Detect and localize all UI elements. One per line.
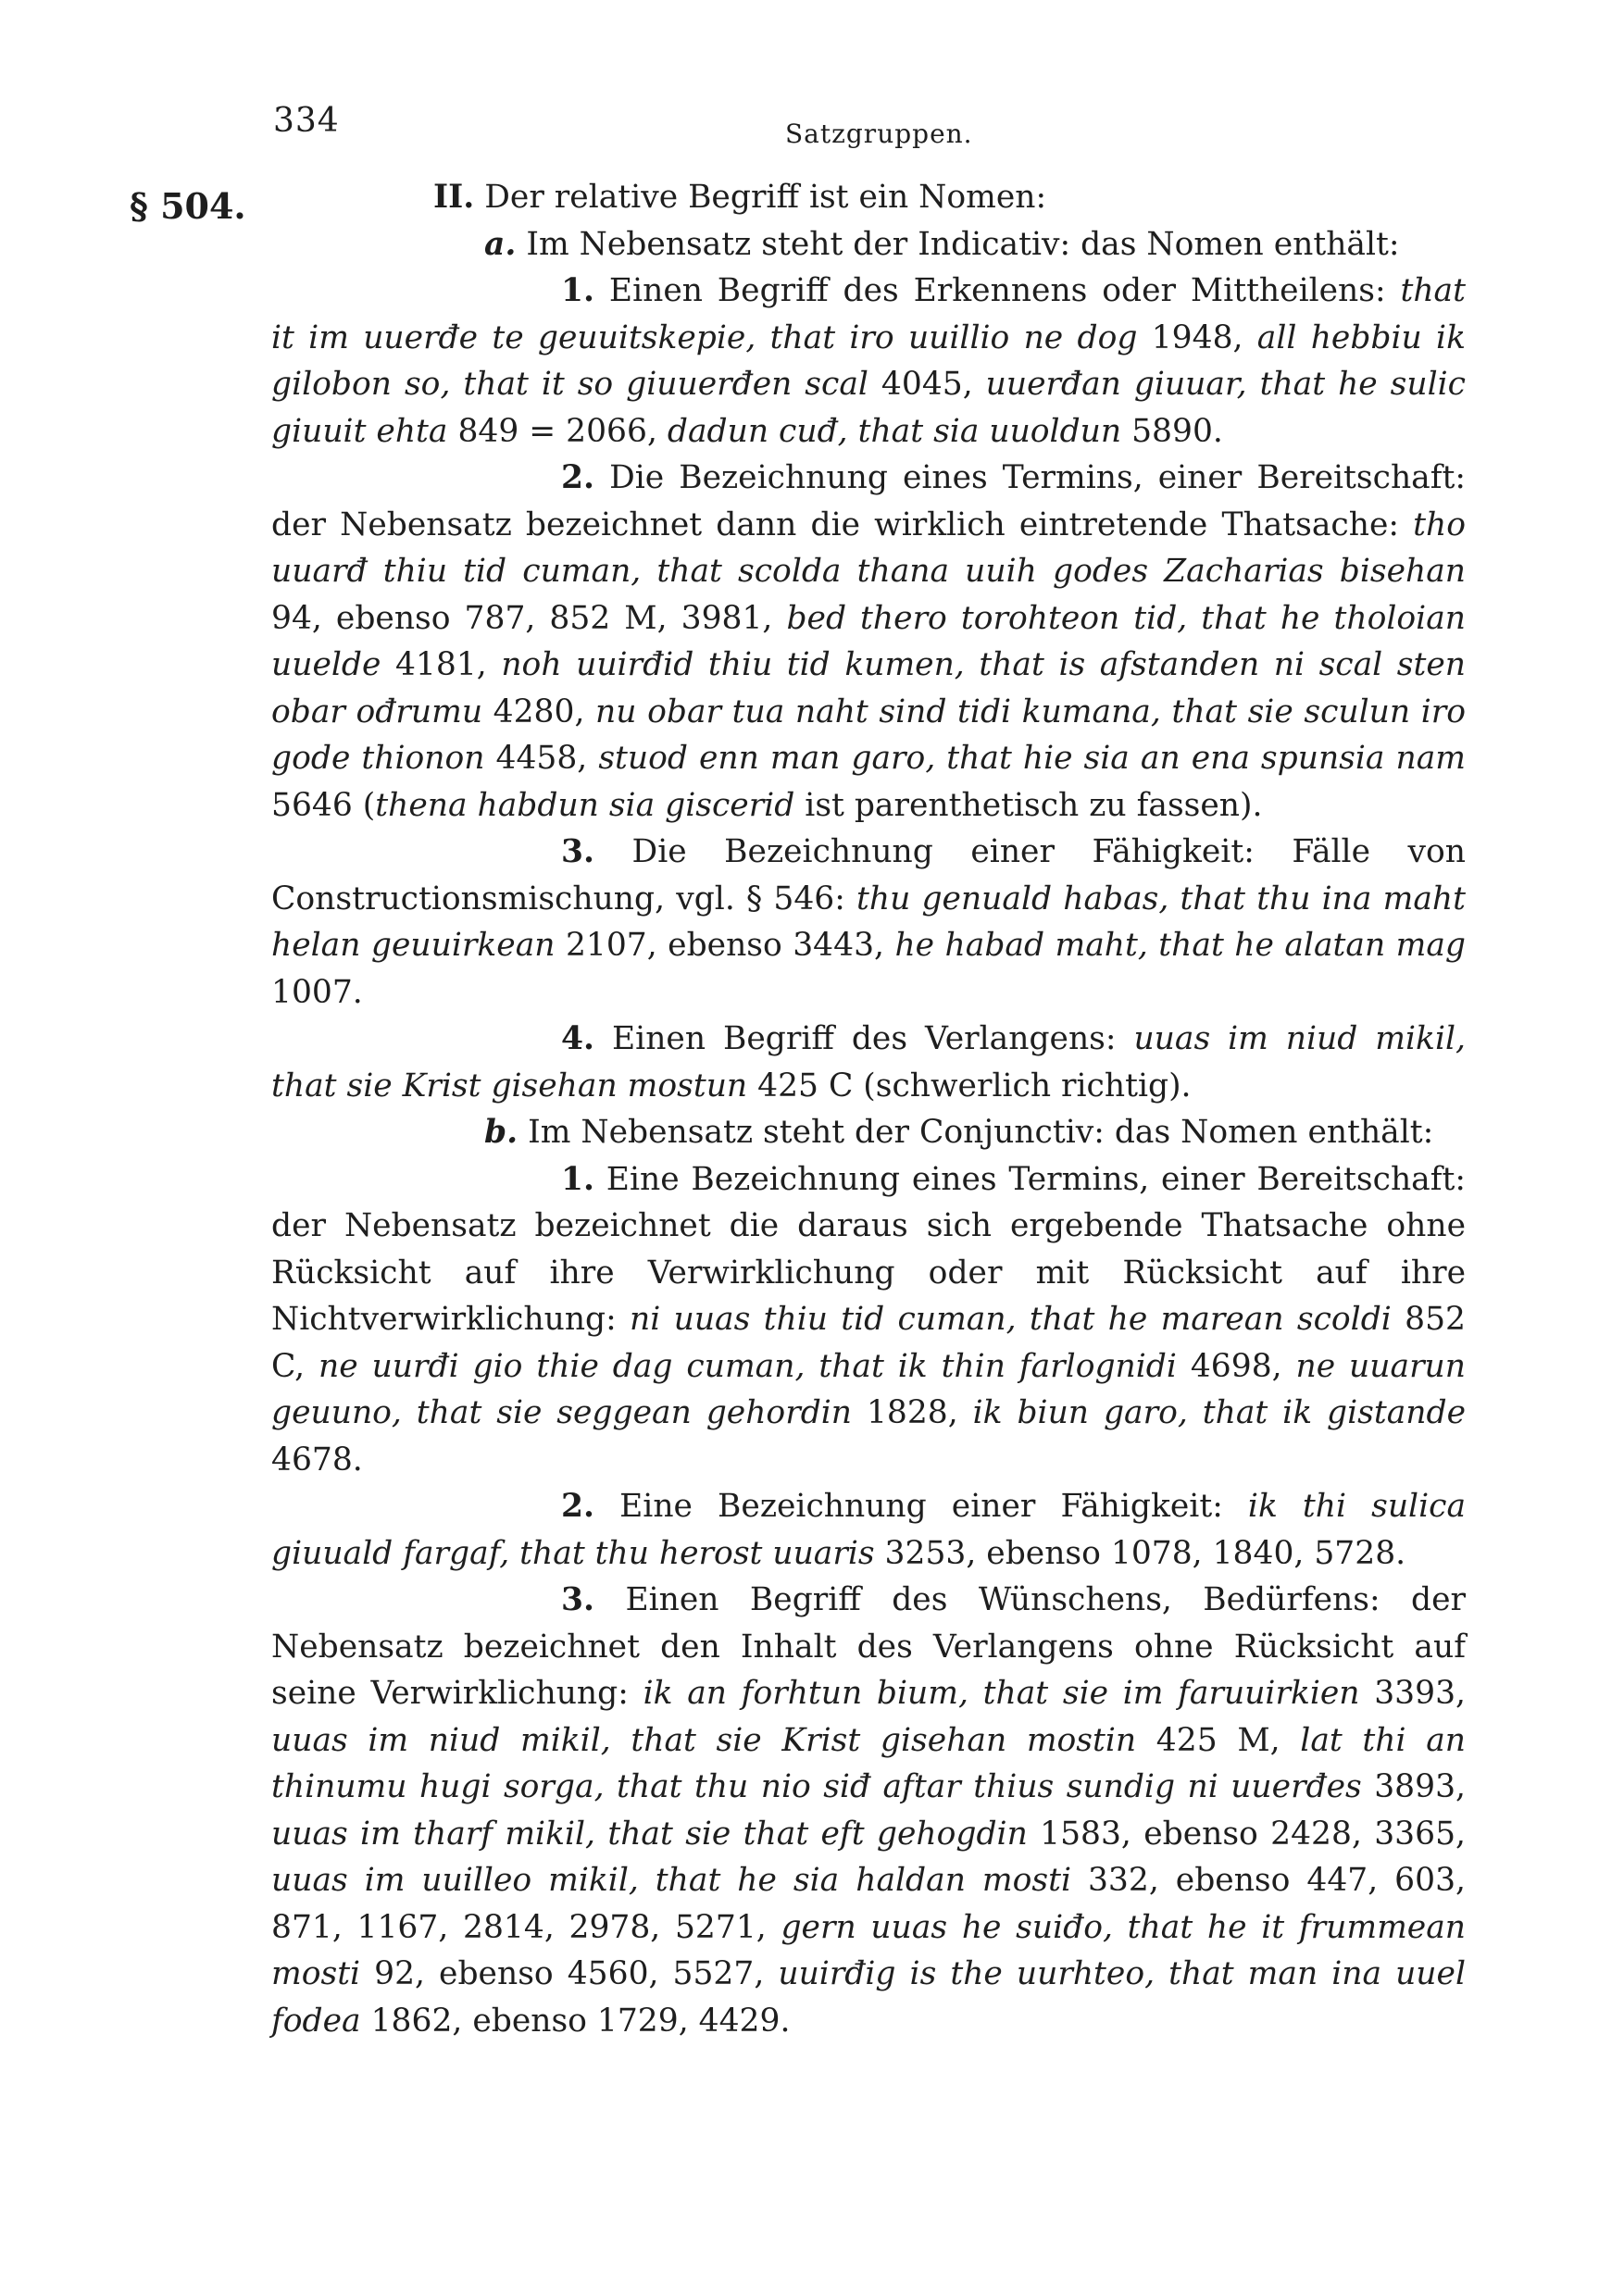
example-text: ne uurđi gio thie dag cuman, that ik thin farlognidi [319, 1347, 1177, 1385]
subsection-a-heading [271, 221, 1466, 268]
paragraph-text: Eine Bezeichnung einer Fähigkeit: [594, 1488, 1248, 1525]
example-text: ni uuas thiu tid cuman, that he marean scoldi [630, 1301, 1392, 1338]
paragraph-text: Einen Begriff des Wünschens, Bedürfens: der Nebensatz bezeichnet den Inhalt des Verlangens ohne Rücksicht auf seine Verwirklichung: [271, 1581, 1466, 1712]
example-text: all hebbiu ik gilobon so, that it so giuuerđen scal [271, 318, 1466, 403]
example-text: ne uuarun geuuno, that sie seggean gehordin [271, 1347, 1466, 1431]
paragraph-text: 849 = 2066, [447, 412, 668, 450]
heading-roman [271, 174, 1466, 221]
subsection-b-heading [271, 1109, 1466, 1156]
paragraph-text: Die Bezeichnung einer Fähigkeit: Fälle von Constructionsmischung, vgl. § 546: [271, 833, 1466, 917]
paragraph-text: 4280, [482, 693, 596, 730]
example-text: uuas im niud mikil, that sie Krist gisehan mostin [271, 1721, 1137, 1759]
item-number: 1. [561, 272, 595, 309]
subsection-a-text: Im Nebensatz steht der Indicativ: das Nomen enthält: [516, 225, 1400, 263]
subsection-a-letter: a. [484, 225, 517, 263]
item-number: 2. [561, 459, 595, 496]
example-text: uuas im uuilleo mikil, that he sia haldan mosti [271, 1862, 1071, 1899]
item-number: 2. [561, 1488, 595, 1525]
example-text: ik an forhtun bium, that sie im faruuirkien [643, 1675, 1360, 1712]
example-text: uuas im niud mikil, that sie Krist gisehan mostun [271, 1020, 1466, 1104]
paragraph-text: 1007. [271, 973, 363, 1011]
paragraph-text: 94, ebenso 787, 852 M, 3981, [271, 599, 787, 637]
paragraph-text: 1948, [1137, 318, 1257, 356]
paragraph-text: 3893, [1361, 1768, 1466, 1805]
subsection-b-letter: b. [484, 1114, 518, 1151]
page-header [273, 93, 1495, 148]
paragraph [271, 829, 1466, 1016]
example-text: lat thi an thinumu hugi sorga, that thu nio siđ aftar thius sundig ni uuerđes [271, 1721, 1466, 1805]
item-number: 1. [561, 1160, 595, 1198]
paragraph-text: 5646 ( [271, 786, 376, 824]
example-text: ik thi sulica giuuald fargaf, that thu herost uuaris [271, 1488, 1467, 1572]
paragraph-text: 425 C (schwerlich richtig). [747, 1067, 1192, 1104]
paragraph-text: 1828, [852, 1394, 973, 1431]
example-text: tho uuarđ thiu tid cuman, that scolda thana uuih godes Zacharias bisehan [271, 505, 1466, 590]
paragraph-text: Eine Bezeichnung eines Termins, einer Bereitschaft: der Nebensatz bezeichnet die daraus sich ergebende Thatsache ohne Rücksicht auf ihre Verwirklichung oder mit Rücksicht auf ihre Nichtverwirklichung: [271, 1160, 1466, 1338]
example-text: uuerđan giuuar, that he sulic giuuit ehta [271, 366, 1466, 450]
example-text: dadun cuđ, that sia uuoldun [667, 412, 1122, 450]
paragraph-text: 4698, [1176, 1347, 1296, 1385]
paragraph-text: 2107, ebenso 3443, [555, 927, 895, 964]
paragraph-text: 3253, ebenso 1078, 1840, 5728. [874, 1534, 1406, 1572]
heading-roman-number: II. [433, 179, 475, 216]
paragraph-text: 92, ebenso 4560, 5527, [360, 1955, 779, 1992]
paragraph-text: ist parenthetisch zu fassen). [794, 786, 1263, 824]
example-text: uuas im tharf mikil, that sie that eft gehogdin [271, 1815, 1028, 1853]
paragraph-text: 1862, ebenso 1729, 4429. [360, 2002, 791, 2040]
example-text: nu obar tua naht sind tidi kumana, that sie sculun iro gode thionon [271, 693, 1466, 777]
item-number: 3. [561, 833, 595, 870]
paragraph [271, 1016, 1466, 1109]
paragraph-text: 425 M, [1136, 1721, 1301, 1759]
paragraph-text: 4045, [868, 366, 986, 403]
paragraph-text: Die Bezeichnung eines Termins, einer Bereitschaft: der Nebensatz bezeichnet dann die wirklich eintretende Thatsache: [271, 459, 1466, 543]
paragraph-text: Einen Begriff des Erkennens oder Mittheilens: [594, 272, 1401, 309]
example-text: thu genuald habas, that thu ina maht helan geuuirkean [271, 880, 1466, 964]
paragraph-text: 1583, ebenso 2428, 3365, [1027, 1815, 1466, 1853]
paragraph [271, 1156, 1466, 1484]
subsection-b-text: Im Nebensatz steht der Conjunctiv: das Nomen enthält: [518, 1114, 1434, 1151]
running-title: Satzgruppen. [785, 119, 973, 149]
paragraph-text: 4458, [484, 740, 599, 777]
example-text: he habad maht, that he alatan mag [894, 927, 1466, 964]
example-text: uuirđig is the uurhteo, that man ina uuel fodea [271, 1955, 1466, 2040]
heading-roman-text: Der relative Begriff ist ein Nomen: [474, 179, 1047, 216]
paragraph-text: 852 C, [271, 1301, 1466, 1385]
page-number: 334 [273, 102, 340, 140]
paragraph-text: 3393, [1359, 1675, 1466, 1712]
page-body [271, 174, 1466, 2044]
paragraph [271, 268, 1466, 455]
paragraph [271, 1577, 1466, 2044]
example-text: that it im uuerđe te geuuitskepie, that iro uuillio ne dog [271, 272, 1466, 356]
paragraph-text: 5890. [1121, 412, 1223, 450]
paragraph-text: 4181, [381, 646, 502, 683]
example-text: stuod enn man garo, that hie sia an ena spunsia nam [598, 740, 1467, 777]
paragraph-text: Einen Begriff des Verlangens: [594, 1020, 1134, 1057]
item-number: 3. [561, 1581, 595, 1618]
example-text: bed thero torohteon tid, that he tholoian uuelde [271, 599, 1466, 683]
example-text: thena habdun sia giscerid [375, 786, 795, 824]
paragraph-text: 332, ebenso 447, 603, 871, 1167, 2814, 2978, 5271, [271, 1862, 1466, 1946]
paragraph-text: 4678. [271, 1441, 363, 1479]
paragraph [271, 1483, 1466, 1577]
paragraph [271, 455, 1466, 829]
example-text: noh uuirđid thiu tid kumen, that is afstanden ni scal sten obar ođrumu [271, 646, 1466, 730]
example-text: ik biun garo, that ik gistande [972, 1394, 1466, 1431]
example-text: gern uuas he suiđo, that he it frummean mosti [271, 1908, 1466, 1992]
section-mark: § 504. [130, 185, 246, 227]
item-number: 4. [561, 1020, 595, 1057]
